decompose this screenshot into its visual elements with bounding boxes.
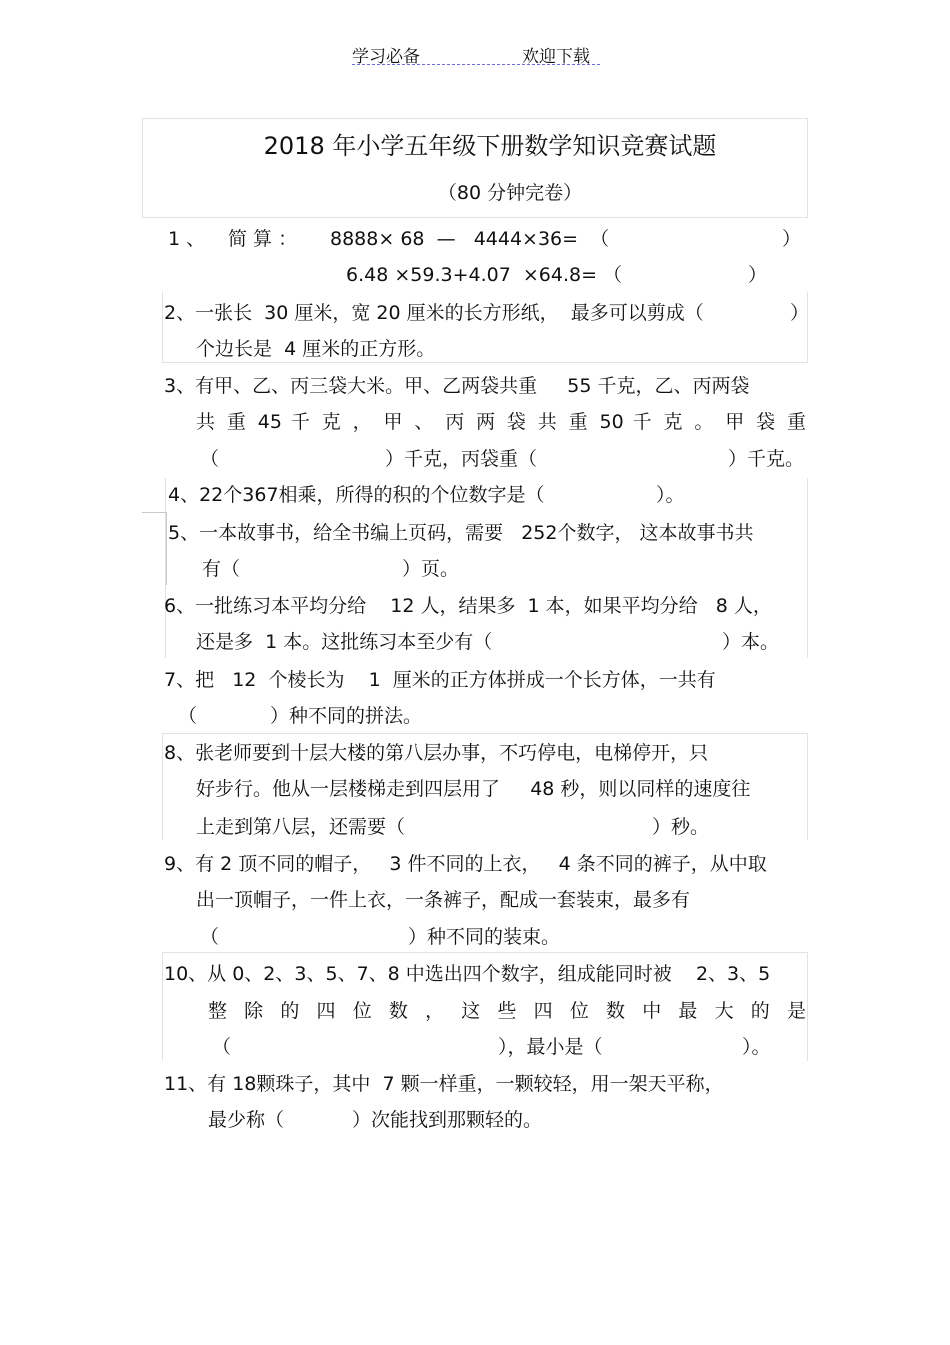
q5-line-1: 5、一本故事书，给全书编上页码，需要 252个数字， 这本故事书共	[168, 522, 754, 544]
q11-line-2-open: 最少称（	[208, 1109, 285, 1131]
q5-line-2-open: 有（	[202, 558, 241, 580]
q3-line-3-middle: ）千克，丙袋重（	[385, 448, 538, 470]
q1-answer-2-close: ）	[748, 264, 768, 286]
q1-label: 简 算 ：	[228, 228, 298, 250]
q7-line-2-end: ）种不同的拼法。	[270, 705, 423, 727]
q10-line-3-end: ）。	[742, 1036, 771, 1058]
q1-expression-2: 6.48 ×59.3+4.07 ×64.8= （	[346, 264, 623, 286]
header-left-text: 学习必备	[352, 47, 420, 67]
q1-expression-1: 8888× 68 — 4444×36= （	[330, 228, 610, 250]
q2-answer-close: ）	[790, 302, 810, 324]
q6-line-2-open: 还是多 1 本。这批练习本至少有（	[196, 631, 493, 653]
q10-line-3-middle: ），最小是（	[498, 1036, 603, 1058]
q9-line-3-open: （	[200, 926, 220, 948]
q3-line-1: 3、有甲、乙、丙三袋大米。甲、乙两袋共重 55 千克，乙、丙两袋	[164, 375, 750, 397]
q10-line-2: 整 除 的 四 位 数 ， 这 些 四 位 数 中 最 大 的 是	[208, 1000, 806, 1022]
header-right-text: 欢迎下载	[522, 47, 590, 67]
q3-line-2: 共 重 45 千 克 ， 甲 、 丙 两 袋 共 重 50 千 克 。 甲 袋 重	[196, 411, 806, 433]
q11-line-1: 11、有 18颗珠子，其中 7 颗一样重，一颗较轻，用一架天平称，	[164, 1073, 724, 1095]
q2-line-1: 2、一张长 30 厘米，宽 20 厘米的长方形纸， 最多可以剪成（	[164, 302, 704, 324]
q10-line-1: 10、从 0、2、3、5、7、8 中选出四个数字，组成能同时被 2、3、5	[164, 963, 771, 985]
q9-line-2: 出一顶帽子，一件上衣，一条裤子，配成一套装束，最多有	[196, 889, 691, 911]
q4-answer-close: ）。	[656, 484, 685, 506]
q9-line-3-end: ）种不同的装束。	[408, 926, 561, 948]
q11-line-2-end: ）次能找到那颗轻的。	[352, 1109, 543, 1131]
q10-line-3-open: （	[212, 1036, 232, 1058]
q8-line-3-end: ）秒。	[652, 816, 710, 838]
q3-line-3-end: ）千克。	[728, 448, 805, 470]
q3-line-3-open: （	[200, 448, 220, 470]
q1-number: 1 、	[168, 228, 206, 250]
q7-line-1: 7、把 12 个棱长为 1 厘米的正方体拼成一个长方体，一共有	[164, 669, 716, 691]
q8-line-2: 好步行。他从一层楼梯走到四层用了 48 秒，则以同样的速度往	[196, 778, 751, 800]
page-subtitle: （80 分钟完卷）	[437, 182, 583, 204]
q1-answer-1-close: ）	[782, 228, 802, 250]
q4-line-1: 4、22个367相乘，所得的积的个位数字是（	[168, 484, 545, 506]
q6-line-1: 6、一批练习本平均分给 12 人，结果多 1 本，如果平均分给 8 人，	[164, 595, 772, 617]
q8-line-3-open: 上走到第八层，还需要（	[196, 816, 406, 838]
q2-line-2: 个边长是 4 厘米的正方形。	[196, 338, 436, 360]
q9-line-1: 9、有 2 顶不同的帽子， 3 件不同的上衣， 4 条不同的裤子，从中取	[164, 853, 767, 875]
q7-line-2-open: （	[178, 705, 198, 727]
page-title: 2018 年小学五年级下册数学知识竞赛试题	[263, 132, 717, 160]
page-header	[352, 42, 600, 65]
q6-line-2-end: ）本。	[722, 631, 780, 653]
q5-line-2-end: ）页。	[402, 558, 460, 580]
q5-left-mark	[142, 512, 167, 585]
q8-line-1: 8、张老师要到十层大楼的第八层办事，不巧停电，电梯停开，只	[164, 742, 709, 764]
